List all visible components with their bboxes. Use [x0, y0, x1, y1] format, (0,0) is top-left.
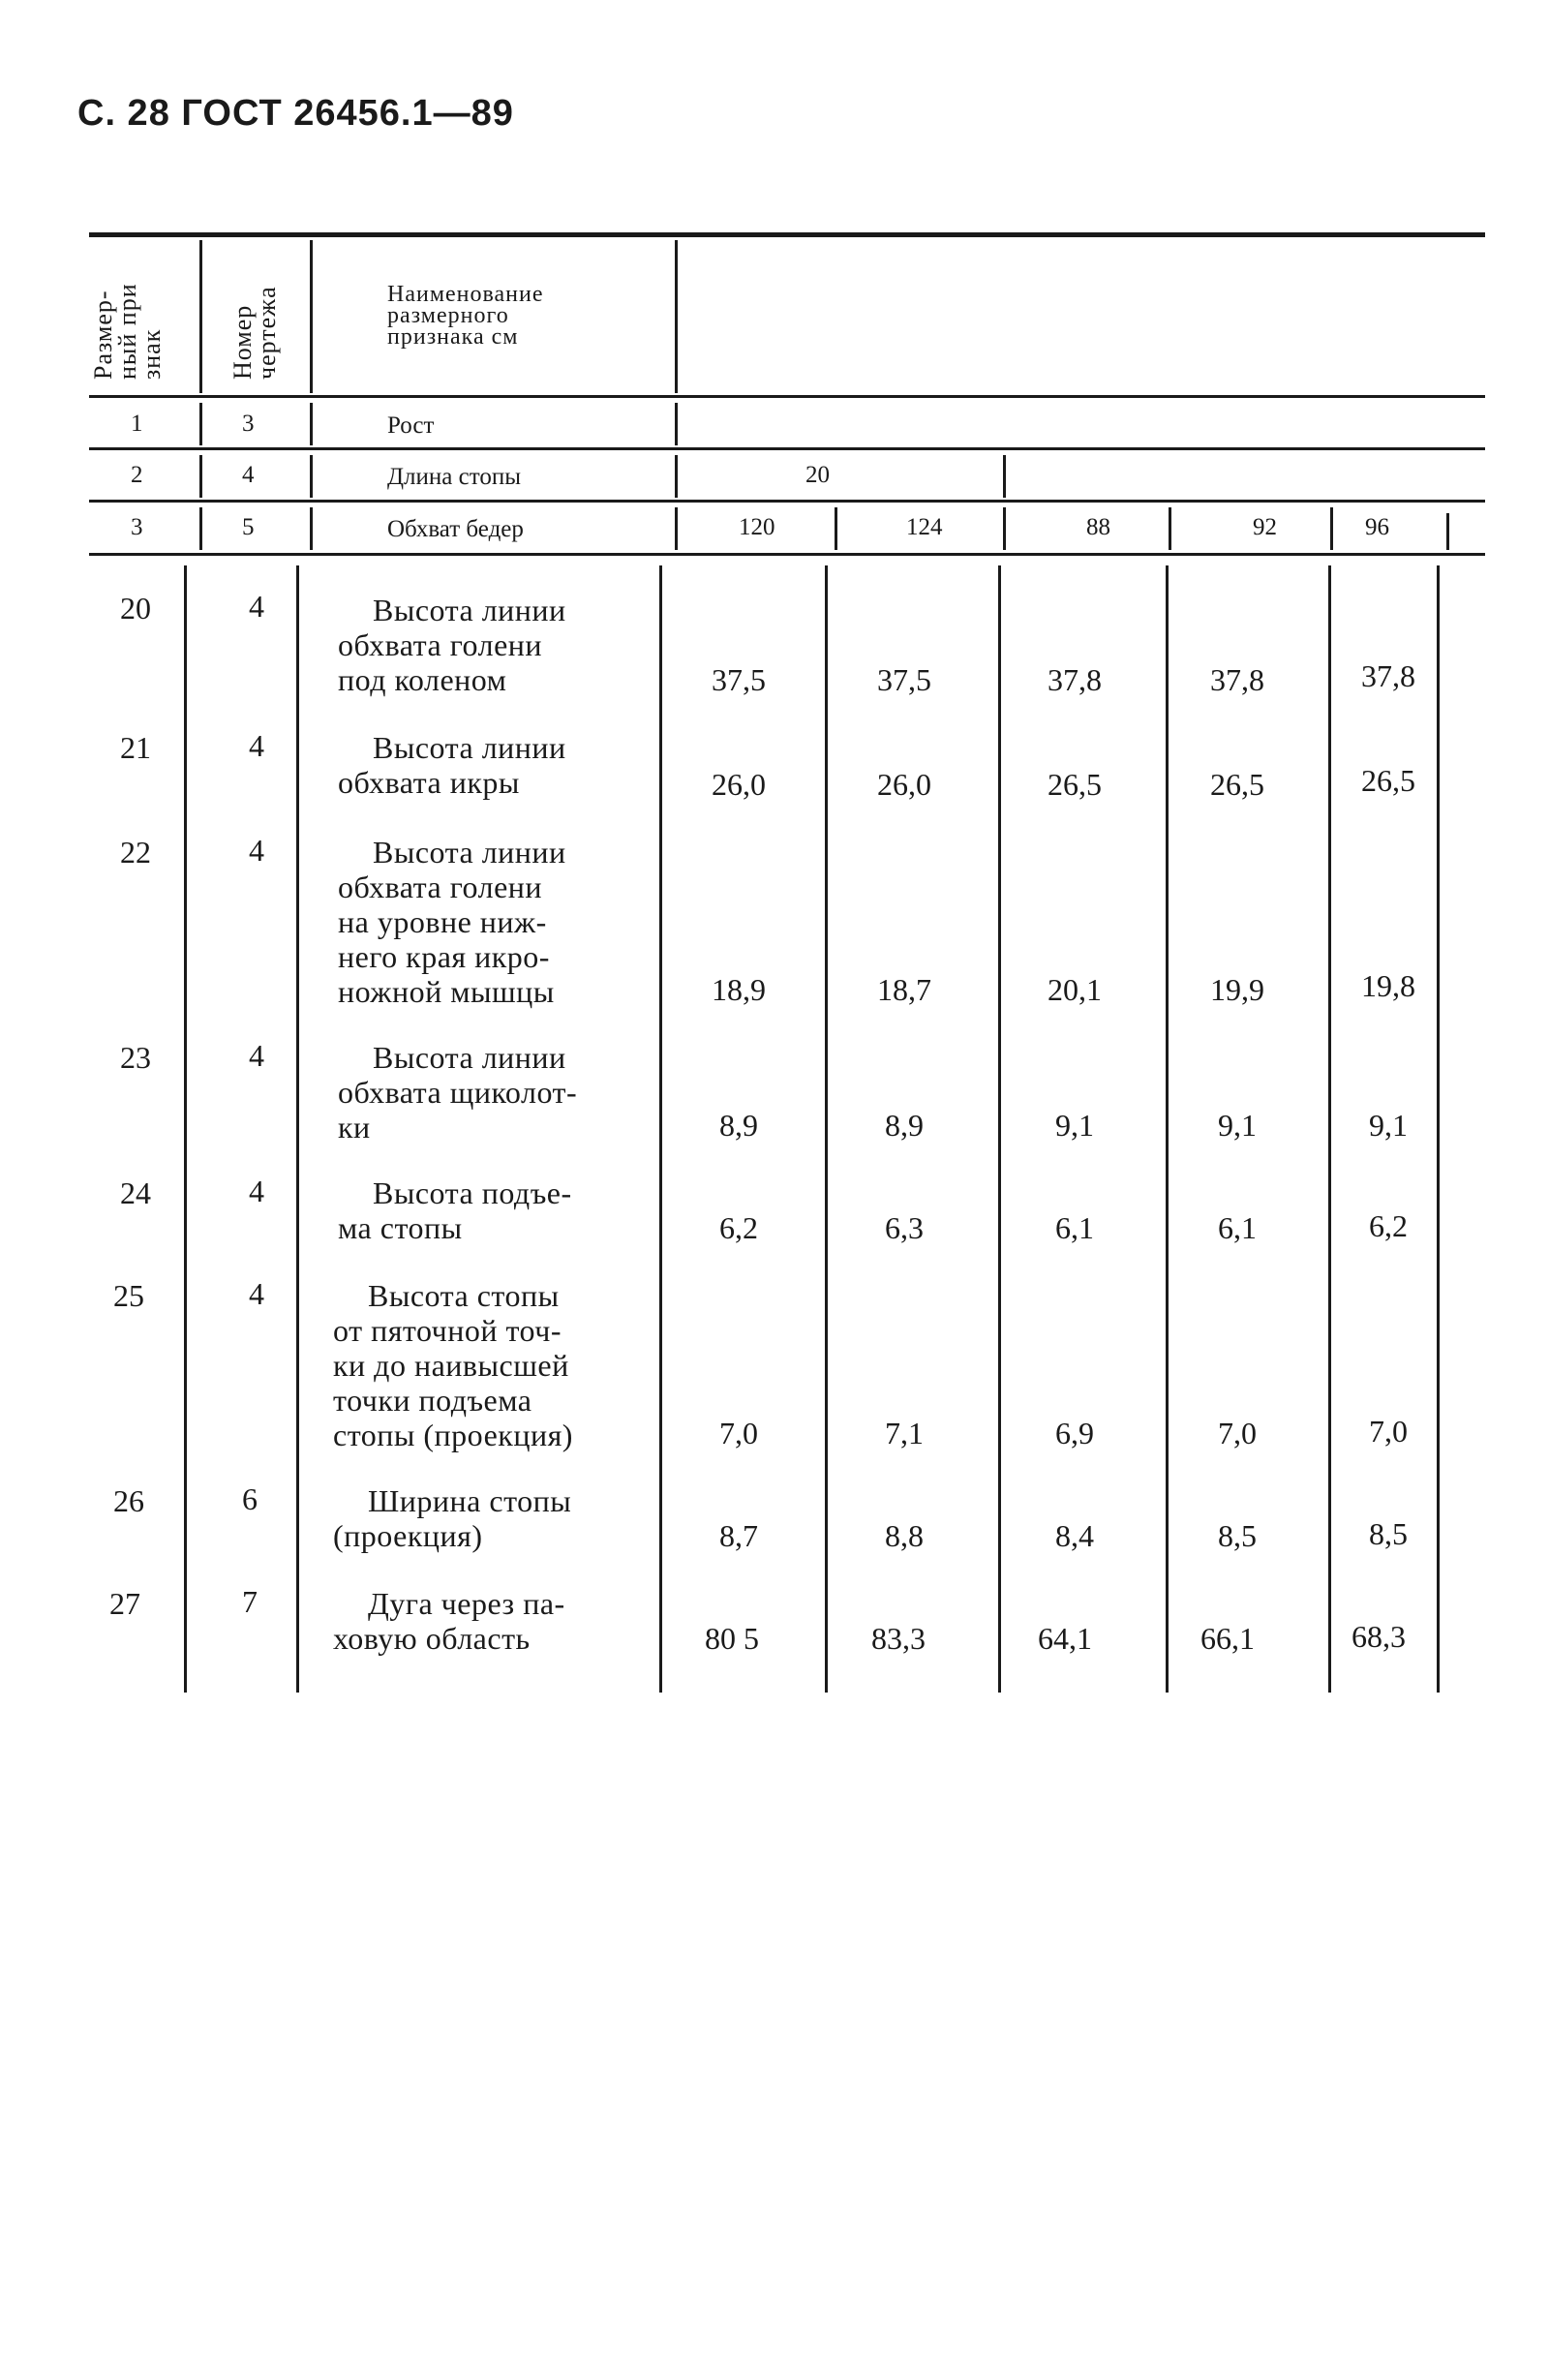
row-27-value-1: 80 5 [705, 1621, 759, 1656]
header-col-name: Наименование размерного признака см [387, 282, 544, 350]
row-27-num: 27 [109, 1586, 140, 1621]
param-row-2-vrule-d [1003, 455, 1006, 498]
body-vrule-1 [184, 565, 187, 1693]
row-26-value-5: 8,5 [1369, 1516, 1408, 1551]
param-row-2-vrule-a [199, 455, 202, 498]
header-vrule-1 [199, 240, 202, 393]
row-26-value-3: 8,4 [1055, 1518, 1094, 1553]
body-vrule-2 [296, 565, 299, 1693]
row-22-value-5: 19,8 [1361, 968, 1415, 1003]
row-24-value-4: 6,1 [1218, 1210, 1257, 1245]
param-row-3-value-2: 124 [906, 514, 943, 540]
row-21-drawing: 4 [249, 728, 264, 763]
param-row-1-name: Рост [387, 412, 435, 439]
param-row-2-name: Длина стопы [387, 464, 522, 490]
row-25-value-1: 7,0 [719, 1416, 758, 1450]
param-row-3-vrule-c [675, 507, 678, 550]
page-header: С. 28 ГОСТ 26456.1—89 [77, 93, 514, 134]
row-20-value-3: 37,8 [1048, 662, 1102, 697]
row-25-value-4: 7,0 [1218, 1416, 1257, 1450]
row-23-drawing: 4 [249, 1038, 264, 1073]
param-row-3-vrule-h [1446, 513, 1449, 550]
row-26-value-2: 8,8 [885, 1518, 924, 1553]
param-row-3-vrule-e [1003, 507, 1006, 550]
header-col-drawing-number: Номер чертежа [228, 286, 281, 380]
row-20-drawing: 4 [249, 589, 264, 624]
body-vrule-4 [825, 565, 828, 1693]
row-25-value-5: 7,0 [1369, 1414, 1408, 1449]
param-row-3-num: 3 [131, 514, 143, 540]
row-21-value-1: 26,0 [712, 767, 766, 802]
row-23-value-5: 9,1 [1369, 1108, 1408, 1143]
row-22-value-4: 19,9 [1210, 972, 1264, 1007]
row-20-value-5: 37,8 [1361, 658, 1415, 693]
param-row-2-vrule-b [310, 455, 313, 498]
row-20-value-1: 37,5 [712, 662, 766, 697]
body-vrule-3 [659, 565, 662, 1693]
row-22-name: Высота линии обхвата голени на уровне ниж- него края икро- ножной мышцы [338, 835, 566, 1009]
param-row-1-vrule-c [675, 403, 678, 445]
row-20-value-2: 37,5 [877, 662, 931, 697]
row-21-name: Высота линии обхвата икры [338, 730, 566, 800]
param-row-3-vrule-f [1169, 507, 1171, 550]
param-row-3-name: Обхват бедер [387, 516, 524, 542]
row-24-value-3: 6,1 [1055, 1210, 1094, 1245]
row-21-value-3: 26,5 [1048, 767, 1102, 802]
body-vrule-5 [998, 565, 1001, 1693]
header-col-size-sign: Размер- ный при знак [89, 283, 166, 380]
row-20-name: Высота линии обхвата голени под коленом [338, 593, 566, 697]
row-25-name: Высота стопы от пяточной точ- ки до наивысшей точки подъема стопы (проекция) [333, 1278, 573, 1452]
param-row-1-vrule-b [310, 403, 313, 445]
param-row-3-drawing: 5 [242, 514, 255, 540]
row-24-num: 24 [120, 1175, 151, 1210]
header-bottom-rule [89, 395, 1485, 398]
row-27-value-4: 66,1 [1200, 1621, 1255, 1656]
param-row-2-vrule-c [675, 455, 678, 498]
row-25-value-2: 7,1 [885, 1416, 924, 1450]
header-vrule-3 [675, 240, 678, 393]
param-row-2-drawing: 4 [242, 462, 255, 488]
row-24-value-1: 6,2 [719, 1210, 758, 1245]
row-26-value-1: 8,7 [719, 1518, 758, 1553]
row-21-value-2: 26,0 [877, 767, 931, 802]
row-21-value-5: 26,5 [1361, 763, 1415, 798]
row-21-num: 21 [120, 730, 151, 765]
row-24-value-2: 6,3 [885, 1210, 924, 1245]
param-row-3-vrule-g [1330, 507, 1333, 550]
row-20-value-4: 37,8 [1210, 662, 1264, 697]
row-27-name: Дуга через па- ховую область [333, 1586, 565, 1656]
row-25-value-3: 6,9 [1055, 1416, 1094, 1450]
row-22-num: 22 [120, 835, 151, 870]
param-row-3-vrule-a [199, 507, 202, 550]
row-22-value-2: 18,7 [877, 972, 931, 1007]
row-26-name: Ширина стопы (проекция) [333, 1483, 572, 1553]
param-row-2-num: 2 [131, 462, 143, 488]
param-row-1-vrule-a [199, 403, 202, 445]
row-22-value-1: 18,9 [712, 972, 766, 1007]
row-23-value-4: 9,1 [1218, 1108, 1257, 1143]
row-24-name: Высота подъе- ма стопы [338, 1175, 572, 1245]
row-25-num: 25 [113, 1278, 144, 1313]
param-row-3-value-3: 88 [1086, 514, 1110, 540]
row-25-drawing: 4 [249, 1276, 264, 1311]
row-27-value-2: 83,3 [871, 1621, 926, 1656]
param-row-3-vrule-b [310, 507, 313, 550]
table-top-rule [89, 232, 1485, 237]
row-23-name: Высота линии обхвата щиколот- ки [338, 1040, 578, 1144]
row-23-value-2: 8,9 [885, 1108, 924, 1143]
row-21-value-4: 26,5 [1210, 767, 1264, 802]
row-23-value-3: 9,1 [1055, 1108, 1094, 1143]
row-24-drawing: 4 [249, 1174, 264, 1208]
param-row-1-drawing: 3 [242, 411, 255, 437]
row-26-drawing: 6 [242, 1481, 258, 1516]
row-26-num: 26 [113, 1483, 144, 1518]
row-23-num: 23 [120, 1040, 151, 1075]
row-23-value-1: 8,9 [719, 1108, 758, 1143]
param-row-2-bottom-rule [89, 500, 1485, 503]
row-27-drawing: 7 [242, 1584, 258, 1619]
row-22-value-3: 20,1 [1048, 972, 1102, 1007]
row-22-drawing: 4 [249, 833, 264, 868]
param-row-3-vrule-d [835, 507, 837, 550]
param-row-3-bottom-rule [89, 553, 1485, 556]
param-row-1-bottom-rule [89, 447, 1485, 450]
param-row-1-num: 1 [131, 411, 143, 437]
body-vrule-6 [1166, 565, 1169, 1693]
row-27-value-5: 68,3 [1352, 1619, 1406, 1654]
row-26-value-4: 8,5 [1218, 1518, 1257, 1553]
param-row-3-value-5: 96 [1365, 514, 1389, 540]
row-20-num: 20 [120, 591, 151, 626]
row-27-value-3: 64,1 [1038, 1621, 1092, 1656]
param-row-2-value: 20 [805, 462, 830, 488]
param-row-3-value-1: 120 [739, 514, 775, 540]
header-vrule-2 [310, 240, 313, 393]
param-row-3-value-4: 92 [1253, 514, 1277, 540]
row-24-value-5: 6,2 [1369, 1208, 1408, 1243]
